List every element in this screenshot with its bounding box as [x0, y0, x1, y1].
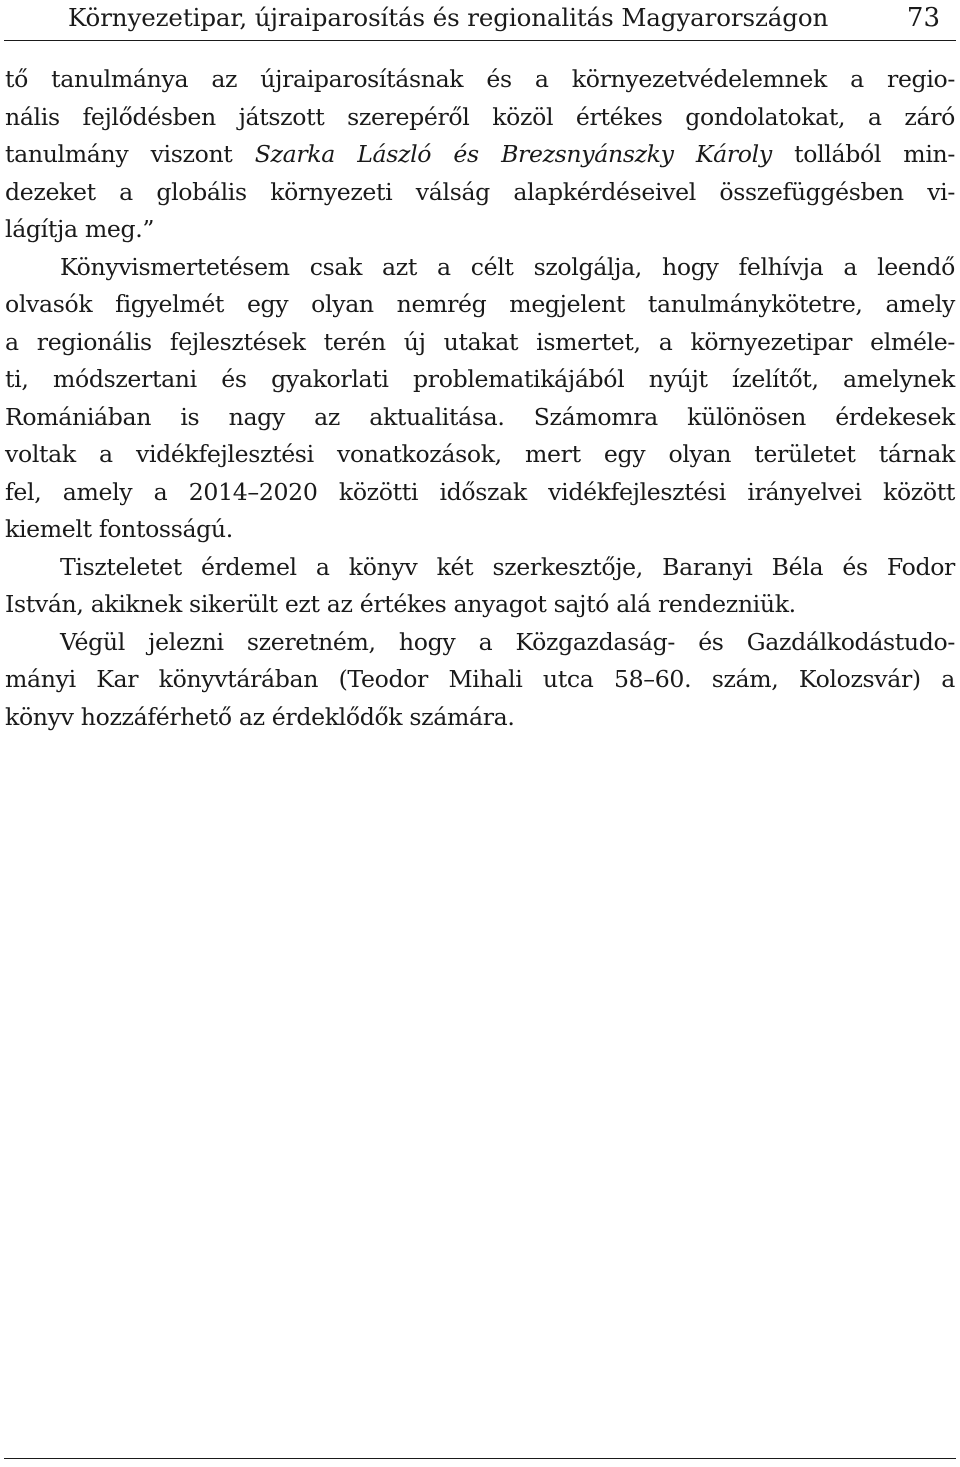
text-line: mányi Kar könyvtárában (Teodor Mihali utca 58–60. szám, Kolozsvár) a: [5, 665, 955, 693]
text-line: kiemelt fontosságú.: [5, 515, 233, 543]
bottom-rule: [4, 1458, 956, 1459]
page-number: 73: [906, 3, 940, 33]
running-header: [4, 0, 956, 41]
text-line: olvasók figyelmét egy olyan nemrég megjelent tanulmánykötetre, amely: [5, 290, 955, 318]
text-line: fel, amely a 2014–2020 közötti időszak vidékfejlesztési irányelvei között: [5, 477, 955, 506]
text-segment: tollából min-: [771, 140, 955, 168]
text-line: nális fejlődésben játszott szerepéről közöl értékes gondolatokat, a záró: [5, 102, 955, 131]
text-line: István, akiknek sikerült ezt az értékes anyagot sajtó alá rendezniük.: [5, 590, 796, 618]
text-segment: tanulmány viszont: [5, 140, 255, 168]
text-line: könyv hozzáférhető az érdeklődők számára.: [5, 702, 515, 731]
body-text: [5, 61, 955, 736]
text-line: ti, módszertani és gyakorlati problematikájából nyújt ízelítőt, amelynek: [5, 365, 955, 393]
text-line: tő tanulmánya az újraiparosításnak és a környezetvédelemnek a regio-: [5, 65, 955, 93]
paragraph-first-line: Könyvismertetésem csak azt a célt szolgálja, hogy felhívja a leendő: [60, 252, 955, 281]
text-line: Romániában is nagy az aktualitása. Számomra különösen érdekesek: [5, 402, 955, 431]
text-line: dezeket a globális környezeti válság alapkérdéseivel összefüggésben vi-: [5, 177, 955, 206]
italic-author-names: Szarka László és Brezsnyánszky Károly: [254, 140, 772, 168]
text-line: lágítja meg.”: [5, 215, 155, 243]
running-title: Környezetipar, újraiparosítás és regionalitás Magyarországon: [68, 3, 829, 32]
text-line: voltak a vidékfejlesztési vonatkozások, mert egy olyan területet tárnak: [5, 440, 955, 468]
paragraph-first-line: Végül jelezni szeretném, hogy a Közgazdaság- és Gazdálkodástudo-: [60, 627, 955, 656]
text-line: [5, 136, 955, 174]
text-line: a regionális fejlesztések terén új utakat ismertet, a környezetipar elméle-: [5, 327, 955, 356]
paragraph-first-line: Tiszteletet érdemel a könyv két szerkesztője, Baranyi Béla és Fodor: [60, 552, 955, 581]
